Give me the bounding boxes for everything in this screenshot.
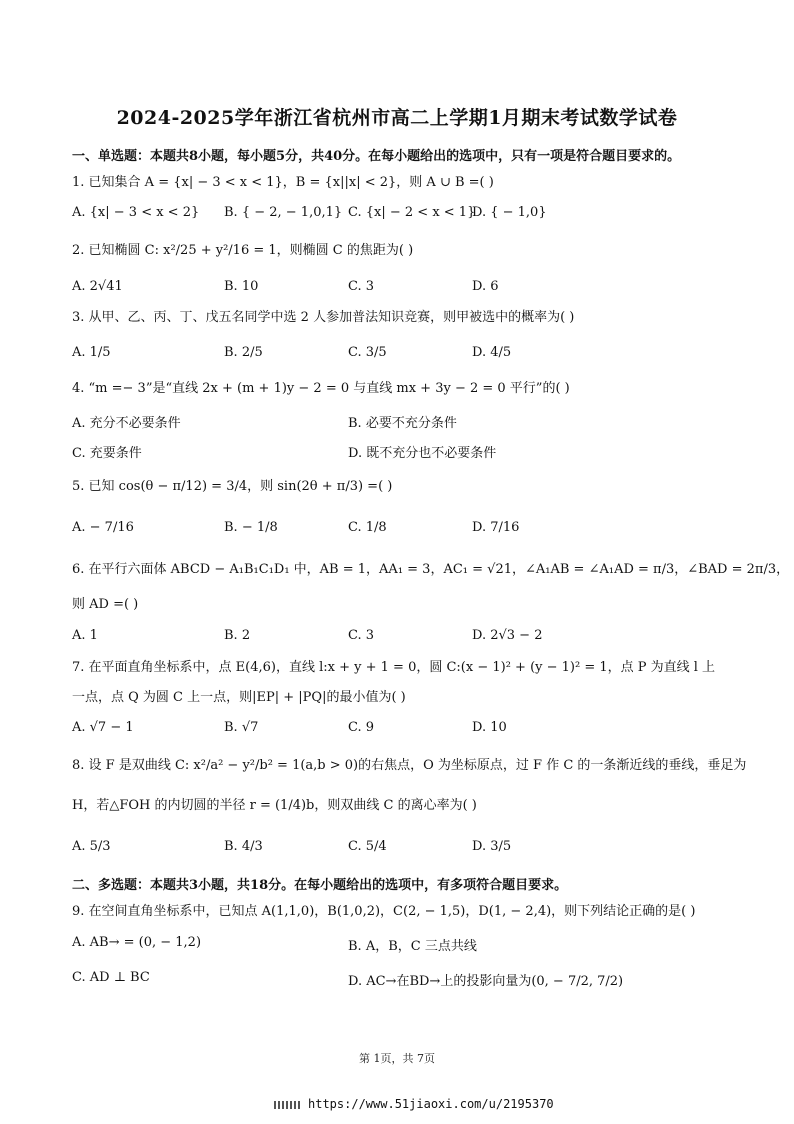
- question-8-stem-continued: H，若△FOH 的内切圆的半径 r = (1/4)b，则双曲线 C 的离心率为( ): [72, 798, 477, 813]
- section-heading-multi-choice: 二、多选题：本题共3小题，共18分。在每小题给出的选项中，有多项符合题目要求。: [72, 878, 568, 893]
- option-b: B. − 1/8: [224, 520, 278, 535]
- option-d: D. 6: [472, 279, 499, 294]
- question-7-stem: 7. 在平面直角坐标系中，点 E(4,6)，直线 l:x + y + 1 = 0，圆 C:(x − 1)² + (y − 1)² = 1，点 P 为直线 l 上: [72, 660, 716, 675]
- option-a: A. 1/5: [72, 345, 111, 360]
- watermark-logo-icon: [274, 1101, 300, 1109]
- question-8-stem: 8. 设 F 是双曲线 C: x²/a² − y²/b² = 1(a,b > 0)的右焦点，O 为坐标原点，过 F 作 C 的一条渐近线的垂线，垂足为: [72, 758, 747, 773]
- question-8-options: [72, 839, 732, 859]
- option-c: C. 3/5: [348, 345, 387, 360]
- section-heading-single-choice: 一、单选题：本题共8小题，每小题5分，共40分。在每小题给出的选项中，只有一项是符合题目要求的。: [72, 149, 681, 164]
- option-d: D. { − 1,0}: [472, 205, 547, 220]
- question-3-options: [72, 345, 732, 365]
- option-a: A. 充分不必要条件: [72, 416, 181, 431]
- question-5-options: [72, 520, 732, 540]
- option-c: C. 9: [348, 720, 375, 735]
- option-c: C. 3: [348, 279, 375, 294]
- question-9-stem: 9. 在空间直角坐标系中，已知点 A(1,1,0)，B(1,0,2)，C(2, − 1,5)，D(1, − 2,4)，则下列结论正确的是( ): [72, 904, 696, 919]
- option-a: A. 1: [72, 628, 98, 643]
- question-2-options: [72, 279, 732, 299]
- option-a: A. − 7/16: [72, 520, 134, 535]
- question-4-options-row1: [72, 412, 732, 432]
- option-c: C. 3: [348, 628, 375, 643]
- question-1-stem: 1. 已知集合 A = {x| − 3 < x < 1}，B = {x||x| < 2}，则 A ∪ B =( ): [72, 175, 494, 190]
- question-1-options: [72, 205, 732, 225]
- question-7-options: [72, 720, 732, 740]
- watermark: [274, 1097, 554, 1111]
- question-2-stem: 2. 已知椭圆 C: x²/25 + y²/16 = 1，则椭圆 C 的焦距为( ): [72, 243, 414, 258]
- option-c: C. 1/8: [348, 520, 387, 535]
- question-6-options: [72, 628, 732, 648]
- option-b: B. 4/3: [224, 839, 263, 854]
- option-a: A. √7 − 1: [72, 720, 134, 735]
- question-6-stem-continued: 则 AD =( ): [72, 597, 139, 612]
- question-9-options-row2: [72, 970, 732, 990]
- option-c: C. {x| − 2 < x < 1}: [348, 205, 476, 220]
- page-number: 第 1页，共 7页: [359, 1052, 435, 1065]
- option-c: C. AD ⊥ BC: [72, 970, 150, 985]
- option-b: B. { − 2, − 1,0,1}: [224, 205, 343, 220]
- option-d: D. 4/5: [472, 345, 512, 360]
- option-b: B. 2/5: [224, 345, 263, 360]
- option-d: D. 2√3 − 2: [472, 628, 543, 643]
- option-b: B. 10: [224, 279, 259, 294]
- option-a: A. 5/3: [72, 839, 111, 854]
- page-title: 2024-2025学年浙江省杭州市高二上学期1月期末考试数学试卷: [116, 107, 678, 129]
- option-a: A. 2√41: [72, 279, 123, 294]
- question-7-stem-continued: 一点，点 Q 为圆 C 上一点，则|EP| + |PQ|的最小值为( ): [72, 690, 406, 705]
- question-4-stem: 4. “m =− 3”是“直线 2x + (m + 1)y − 2 = 0 与直线 mx + 3y − 2 = 0 平行”的( ): [72, 381, 570, 396]
- option-c: C. 5/4: [348, 839, 387, 854]
- option-a: A. {x| − 3 < x < 2}: [72, 205, 200, 220]
- option-d: D. AC→在BD→上的投影向量为(0, − 7/2, 7/2): [348, 974, 624, 989]
- option-b: B. 必要不充分条件: [348, 416, 457, 431]
- option-d: D. 3/5: [472, 839, 512, 854]
- option-b: B. A，B，C 三点共线: [348, 939, 477, 954]
- option-b: B. 2: [224, 628, 251, 643]
- question-4-options-row2: [72, 442, 732, 462]
- option-d: D. 10: [472, 720, 507, 735]
- option-d: D. 7/16: [472, 520, 520, 535]
- option-b: B. √7: [224, 720, 259, 735]
- question-6-stem: 6. 在平行六面体 ABCD − A₁B₁C₁D₁ 中，AB = 1，AA₁ = 3，AC₁ = √21，∠A₁AB = ∠A₁AD = π/3，∠BAD = 2π/3，: [72, 562, 790, 577]
- question-3-stem: 3. 从甲、乙、丙、丁、戊五名同学中选 2 人参加普法知识竞赛，则甲被选中的概率为( ): [72, 310, 575, 325]
- question-9-options-row1: [72, 935, 732, 955]
- question-5-stem: 5. 已知 cos(θ − π/12) = 3/4，则 sin(2θ + π/3) =( ): [72, 479, 393, 494]
- option-d: D. 既不充分也不必要条件: [348, 446, 497, 461]
- watermark-url: https://www.51jiaoxi.com/u/2195370: [308, 1097, 554, 1111]
- option-c: C. 充要条件: [72, 446, 142, 461]
- option-a: A. AB→ = (0, − 1,2): [72, 935, 202, 950]
